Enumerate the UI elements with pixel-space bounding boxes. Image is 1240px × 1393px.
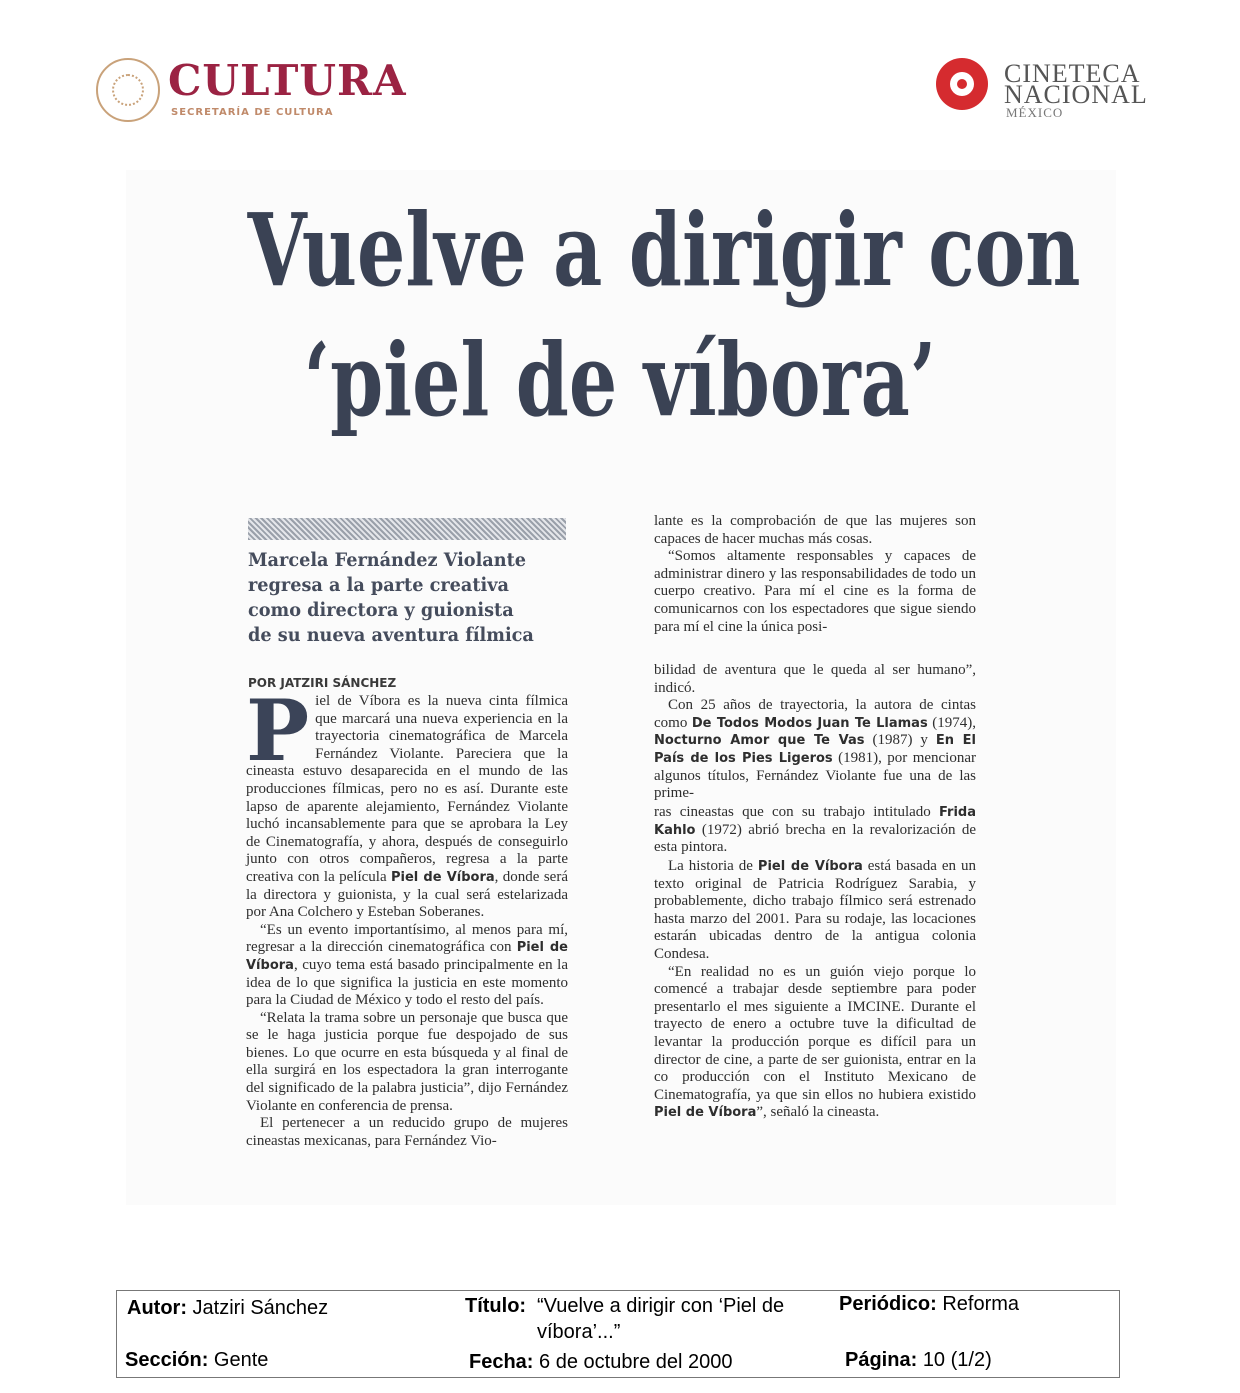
titulo-value-line1: “Vuelve a dirigir con ‘Piel de [537,1295,785,1317]
field-value: Jatziri Sánchez [192,1297,329,1319]
titulo-value-line2: víbora’...” [537,1321,621,1343]
paragraph [654,858,976,964]
deck-line: como directora y guionista [248,599,514,621]
field-value: Gente [213,1349,269,1371]
paragraph [246,922,568,1010]
field-label: Autor: [127,1297,187,1319]
film-title: Piel de Víbora [246,940,568,973]
film-title: En El País de los Pies Ligeros [654,733,977,766]
article-column-2-part-3 [654,804,976,857]
cineteca-logo-line3: MÉXICO [1006,105,1064,118]
text-run: La historia de [668,858,758,874]
byline: POR JATZIRI SÁNCHEZ [248,676,397,690]
text-run: (1987) y [864,732,936,749]
titulo-label [465,1295,526,1318]
paragraph: El pertenecer a un reducido grupo de mujeres cineastas mexicanas, para Fernández Vio- [246,1115,568,1149]
cineteca-logo-line2: NACIONAL [1004,80,1148,109]
text-run: (1972) abrió brecha en la revalorización de esta pintora. [654,821,976,856]
paragraph: lante es la comprobación de que las mujeres son capaces de hacer muchas más cosas. [654,513,976,547]
article-deck [248,548,578,648]
film-title: Piel de Víbora [654,1105,757,1121]
field-label: Periódico: [839,1293,937,1315]
periodico-field [839,1293,1019,1316]
text-run: está basada en un texto original de Patricia Rodríguez Sarabia, y probablemente, dicho trabajo fílmico será estrenado hasta marzo del 2001. Para su rodaje, las locaciones estarán ubicadas dentro de la antigua colonia Condesa. [654,858,976,962]
cineteca-logo-line1: CINETECA [1004,59,1141,88]
cultura-logo-title: CULTURA [168,56,407,105]
dropcap: P [246,681,310,780]
paragraph: “Somos altamente responsables y capaces de administrar dinero y las responsabilidades de todo un cuerpo creativo. Para mí el cine es la forma de comunicarnos con los espectadores que sigue siendo para mí el cine la única posi- [654,548,976,635]
field-value: 10 (1/2) [922,1349,992,1371]
seccion-field [125,1349,268,1372]
cultura-logo-subtitle: SECRETARÍA DE CULTURA [171,107,334,118]
text-run: ”, señaló la cineasta. [756,1104,880,1121]
article-column-2-part-4 [654,858,976,1122]
deck-line: regresa a la parte creativa [248,574,509,596]
text-run: “Es un evento importantísimo, al menos para mí, regresar a la dirección cinematográfica con [246,921,568,956]
film-title: Piel de Víbora [757,859,863,874]
field-label: Página: [845,1349,918,1371]
text-run: (1974), [927,714,976,731]
secretaria-cultura-seal-icon [96,58,160,122]
article-column-2-part-2 [654,662,976,803]
paragraph: bilidad de aventura que le queda al ser humano”, indicó. [654,662,976,696]
paragraph: “Relata la trama sobre un personaje que busca que se le haga justicia porque fue despojado de sus bienes. Lo que ocurre en esta búsqueda y al final de ella surgirá en los espectadora la gran interrogante del significado de la palabra justicia”, dijo Fernández Violante en conferencia de prensa. [246,1009,568,1114]
text-run: , cuyo tema está basado principalmente en la idea de lo que significa la justicia en este momento para la Ciudad de México y todo el resto del país. [246,956,568,1009]
field-label: Fecha: [469,1351,534,1373]
text-run: “En realidad no es un guión viejo porque lo comencé a trabajar desde septiembre para poder presentarlo el mes siguiente a IMCINE. Durante el trayecto de enero a octubre tuve la dificultad de levantar la producción porque es difícil para un director de cine, a parte de ser guionista, entrar en la co producción con el Instituto Mexicano de Cinematografía, ya que sin ellos no hubiera existido [654,963,976,1103]
film-title: De Todos Modos Juan Te Llamas [691,715,928,731]
field-label: Sección: [125,1349,209,1371]
film-title: Nocturno Amor que Te Vas [654,733,865,749]
clipping-metadata-table [116,1290,1120,1378]
headline-line2: ‘piel de víbora’ [303,321,937,439]
text-run: iel de Víbora es la nueva cinta fílmica que marcará una nueva experiencia en la trayectoria cinematográfica de Marcela Fernández Violante. Pareciera que la cineasta estuvo desaparecida en el mundo de las producciones fílmicas, pero no es así. Durante este lapso de aparente alejamiento, Fernández Violante luchó incansablemente para que se aprobara la Ley de Cinematografía, y ahora, después de conseguirlo junto con otros compañeros, regresa a la parte creativa con la película [246,693,568,885]
autor-field [127,1297,328,1320]
film-title: Frida Kahlo [654,805,976,838]
film-title: Piel de Víbora [391,869,495,885]
field-value: Reforma [942,1293,1020,1315]
field-label: Título: [465,1295,527,1317]
headline-line1: Vuelve a dirigir con [247,191,1081,309]
deck-rule [248,518,566,540]
text-run: ras cineastas que con su trabajo intitulado [654,804,939,820]
article-column-2-part-1 [654,513,976,636]
paragraph [654,804,976,857]
deck-line: de su nueva aventura fílmica [248,624,534,646]
paragraph [654,964,976,1122]
cineteca-reel-icon [936,58,988,110]
paragraph [654,697,976,803]
deck-line: Marcela Fernández Violante [248,549,527,571]
field-value: 6 de octubre del 2000 [539,1351,733,1373]
fecha-field [469,1351,733,1374]
text-run: (1981), por mencionar algunos títulos, Fernández Violante fue una de las prime- [654,749,976,802]
text-run: , donde será la directora y guionista, y la cual será estelarizada por Ana Colchero y Esteban Soberanes. [246,868,568,921]
pagina-field [845,1349,992,1372]
text-run: Con 25 años de trayectoria, la autora de cintas como [654,697,976,731]
